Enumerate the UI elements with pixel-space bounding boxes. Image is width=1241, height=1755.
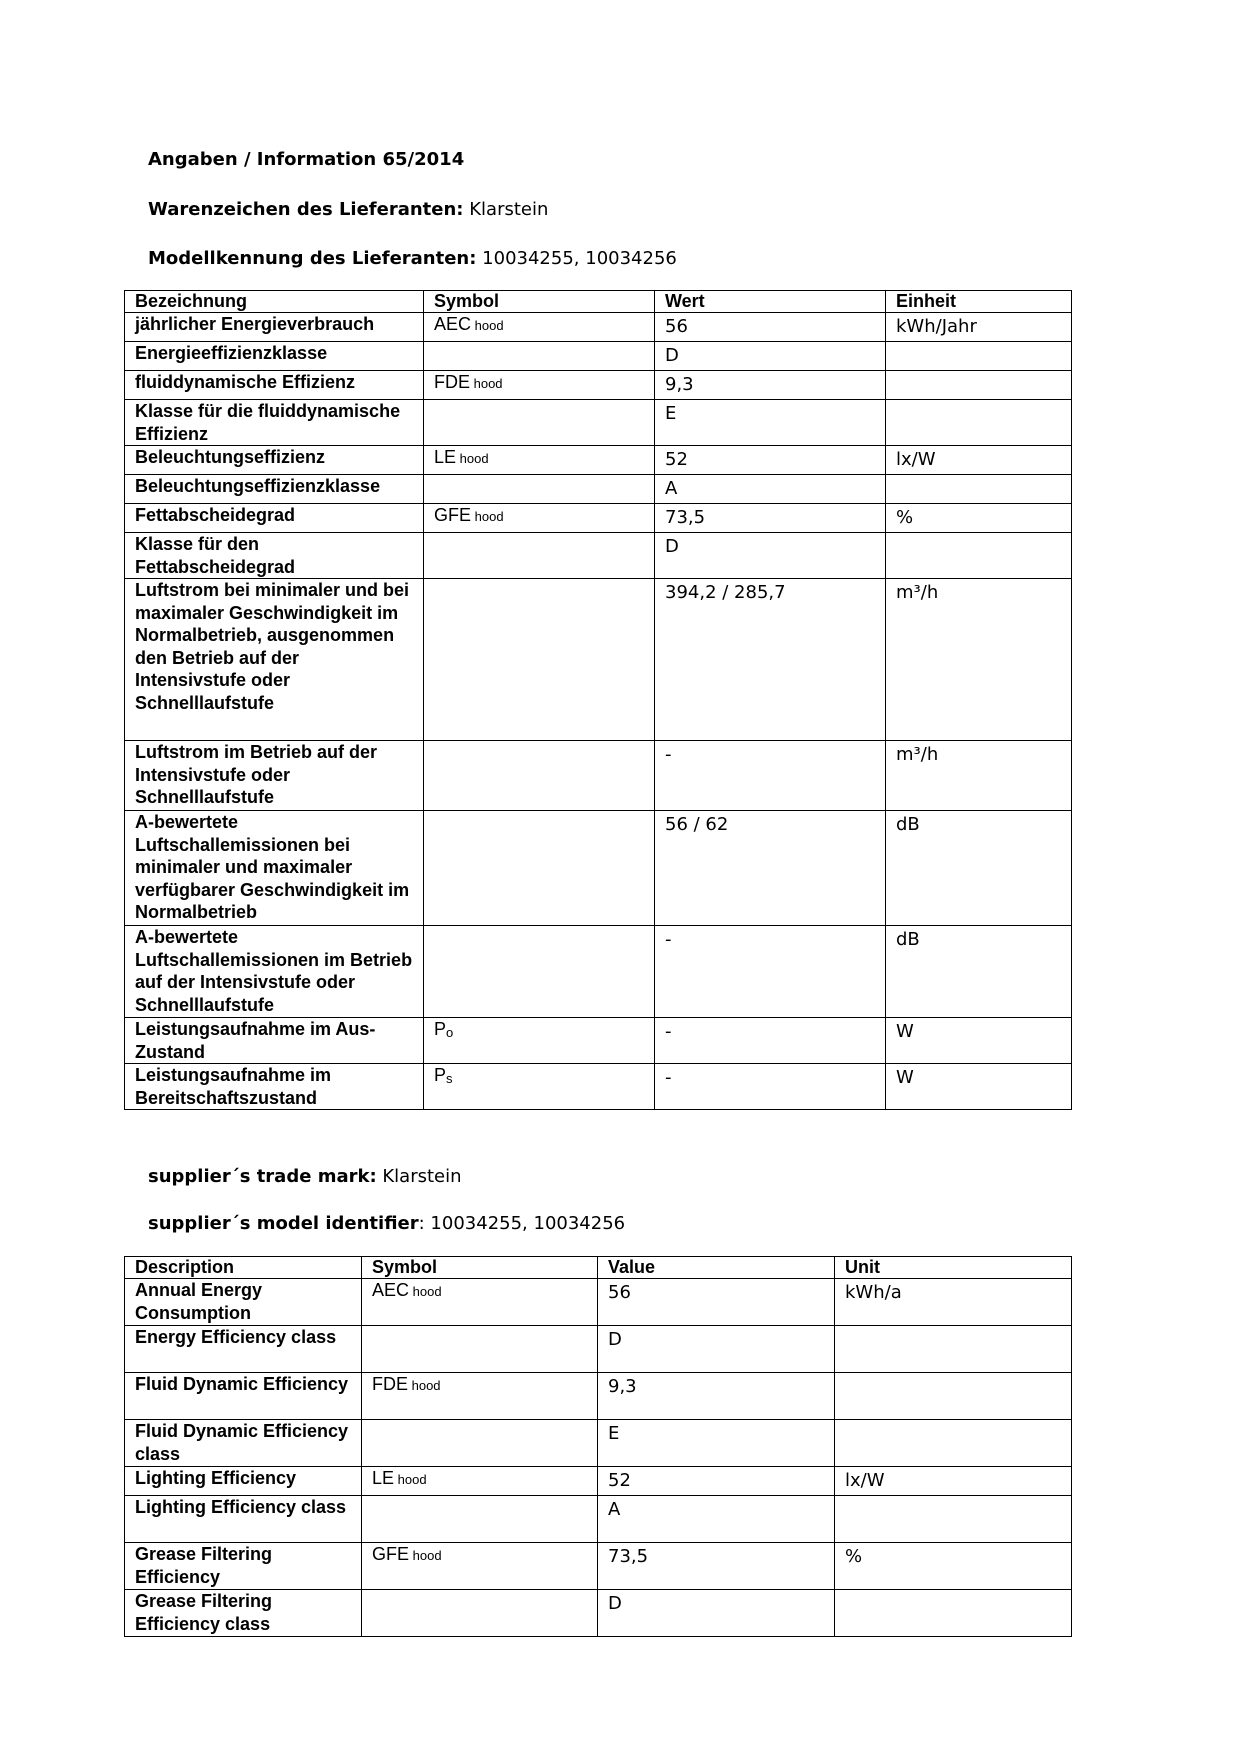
- symbol-cell: [362, 1279, 598, 1326]
- table-row: [125, 579, 1072, 741]
- table-row: [125, 811, 1072, 926]
- symbol-text: P: [434, 1065, 447, 1085]
- table-row: [125, 1467, 1072, 1496]
- unit-cell: [835, 1590, 1072, 1637]
- table-row: [125, 475, 1072, 504]
- column-header: Bezeichnung: [125, 291, 424, 313]
- column-header: Value: [598, 1257, 835, 1279]
- unit-cell: %: [886, 504, 1072, 533]
- value-cell: 9,3: [655, 371, 886, 400]
- unit-cell: [886, 371, 1072, 400]
- symbol-cell: [424, 342, 655, 371]
- value-cell: 73,5: [598, 1543, 835, 1590]
- symbol-cell: [424, 579, 655, 741]
- unit-cell: lx/W: [886, 446, 1072, 475]
- unit-cell: [835, 1373, 1072, 1420]
- unit-cell: kWh/Jahr: [886, 313, 1072, 342]
- unit-cell: lx/W: [835, 1467, 1072, 1496]
- description-cell: Klasse für den Fettabscheidegrad: [125, 533, 424, 579]
- description-cell: Energy Efficiency class: [125, 1326, 362, 1373]
- value-cell: 56: [655, 313, 886, 342]
- value-cell: -: [655, 741, 886, 811]
- symbol-text: LE: [372, 1468, 395, 1488]
- description-cell: Klasse für die fluiddynamische Effizienz: [125, 400, 424, 446]
- symbol-subscript: hood: [456, 451, 489, 466]
- symbol-subscript: hood: [409, 1284, 442, 1299]
- symbol-cell: [362, 1420, 598, 1467]
- symbol-cell: [362, 1496, 598, 1543]
- description-cell: Fettabscheidegrad: [125, 504, 424, 533]
- value-cell: 52: [598, 1467, 835, 1496]
- column-header: Description: [125, 1257, 362, 1279]
- document-heading: Angaben / Information 65/2014: [148, 149, 465, 170]
- symbol-cell: [362, 1326, 598, 1373]
- symbol-cell: [424, 533, 655, 579]
- description-cell: Energieeffizienzklasse: [125, 342, 424, 371]
- symbol-cell: [362, 1373, 598, 1420]
- value-cell: 73,5: [655, 504, 886, 533]
- table-row: [125, 1420, 1072, 1467]
- model-line-de: [148, 248, 677, 270]
- table-row: [125, 1496, 1072, 1543]
- description-cell: Luftstrom im Betrieb auf der Intensivstufe oder Schnelllaufstufe: [125, 741, 424, 811]
- unit-cell: dB: [886, 926, 1072, 1018]
- unit-cell: [886, 533, 1072, 579]
- datasheet-table-en: [124, 1256, 1072, 1637]
- unit-cell: m³/h: [886, 741, 1072, 811]
- trademark-label: Warenzeichen des Lieferanten:: [148, 199, 464, 220]
- symbol-subscript: o: [446, 1025, 454, 1040]
- symbol-text: LE: [434, 447, 457, 467]
- model-label: Modellkennung des Lieferanten:: [148, 248, 477, 269]
- description-cell: jährlicher Energieverbrauch: [125, 313, 424, 342]
- unit-cell: [886, 342, 1072, 371]
- value-cell: 394,2 / 285,7: [655, 579, 886, 741]
- symbol-cell: [362, 1590, 598, 1637]
- model-value: : 10034255, 10034256: [418, 1213, 626, 1234]
- description-cell: Lighting Efficiency class: [125, 1496, 362, 1543]
- value-cell: D: [655, 533, 886, 579]
- symbol-cell: [424, 313, 655, 342]
- symbol-cell: [424, 371, 655, 400]
- description-cell: Fluid Dynamic Efficiency: [125, 1373, 362, 1420]
- symbol-subscript: hood: [409, 1548, 442, 1563]
- value-cell: 56 / 62: [655, 811, 886, 926]
- unit-cell: m³/h: [886, 579, 1072, 741]
- table-row: [125, 1373, 1072, 1420]
- symbol-subscript: hood: [471, 509, 504, 524]
- table-row: [125, 371, 1072, 400]
- column-header: Wert: [655, 291, 886, 313]
- table-header-row: [125, 1257, 1072, 1279]
- unit-cell: kWh/a: [835, 1279, 1072, 1326]
- value-cell: -: [655, 1018, 886, 1064]
- unit-cell: [886, 475, 1072, 504]
- symbol-cell: [424, 926, 655, 1018]
- symbol-text: GFE: [372, 1544, 410, 1564]
- symbol-cell: [424, 741, 655, 811]
- table-row: [125, 1064, 1072, 1110]
- table-row: [125, 400, 1072, 446]
- value-cell: D: [598, 1326, 835, 1373]
- column-header: Symbol: [362, 1257, 598, 1279]
- description-cell: Beleuchtungseffizienz: [125, 446, 424, 475]
- description-cell: fluiddynamische Effizienz: [125, 371, 424, 400]
- table-row: [125, 533, 1072, 579]
- table-row: [125, 1326, 1072, 1373]
- symbol-cell: [362, 1467, 598, 1496]
- description-cell: A-bewertete Luftschallemissionen im Betrieb auf der Intensivstufe oder Schnelllaufstufe: [125, 926, 424, 1018]
- value-cell: A: [598, 1496, 835, 1543]
- value-cell: 56: [598, 1279, 835, 1326]
- symbol-cell: [424, 1018, 655, 1064]
- symbol-cell: [424, 446, 655, 475]
- table-header-row: [125, 291, 1072, 313]
- table-row: [125, 1590, 1072, 1637]
- table-row: [125, 1018, 1072, 1064]
- column-header: Einheit: [886, 291, 1072, 313]
- table-row: [125, 446, 1072, 475]
- model-value: 10034255, 10034256: [476, 248, 677, 269]
- symbol-text: FDE: [434, 372, 470, 392]
- symbol-text: AEC: [372, 1280, 410, 1300]
- symbol-subscript: hood: [471, 318, 504, 333]
- unit-cell: %: [835, 1543, 1072, 1590]
- description-cell: Leistungsaufnahme im Aus-Zustand: [125, 1018, 424, 1064]
- value-cell: D: [598, 1590, 835, 1637]
- value-cell: E: [598, 1420, 835, 1467]
- value-cell: A: [655, 475, 886, 504]
- symbol-subscript: hood: [394, 1472, 427, 1487]
- description-cell: A-bewertete Luftschallemissionen bei minimaler und maximaler verfügbarer Geschwindigkeit im Normalbetrieb: [125, 811, 424, 926]
- trademark-value: Klarstein: [376, 1166, 462, 1187]
- unit-cell: W: [886, 1018, 1072, 1064]
- symbol-text: FDE: [372, 1374, 408, 1394]
- symbol-subscript: hood: [470, 376, 503, 391]
- description-cell: Grease Filtering Efficiency: [125, 1543, 362, 1590]
- value-cell: 9,3: [598, 1373, 835, 1420]
- description-cell: Leistungsaufnahme im Bereitschaftszustand: [125, 1064, 424, 1110]
- unit-cell: [835, 1420, 1072, 1467]
- table-row: [125, 1279, 1072, 1326]
- table-row: [125, 926, 1072, 1018]
- unit-cell: W: [886, 1064, 1072, 1110]
- datasheet-table-de: [124, 290, 1072, 1110]
- unit-cell: [886, 400, 1072, 446]
- unit-cell: [835, 1496, 1072, 1543]
- column-header: Symbol: [424, 291, 655, 313]
- symbol-cell: [362, 1543, 598, 1590]
- symbol-subscript: s: [446, 1071, 453, 1086]
- trademark-value: Klarstein: [463, 199, 549, 220]
- unit-cell: [835, 1326, 1072, 1373]
- value-cell: -: [655, 1064, 886, 1110]
- description-cell: Luftstrom bei minimaler und bei maximaler Geschwindigkeit im Normalbetrieb, ausgenommen den Betrieb auf der Intensivstufe oder Schnelllaufstufe: [125, 579, 424, 741]
- value-cell: E: [655, 400, 886, 446]
- symbol-text: AEC: [434, 314, 472, 334]
- unit-cell: dB: [886, 811, 1072, 926]
- symbol-cell: [424, 504, 655, 533]
- symbol-cell: [424, 400, 655, 446]
- model-label: supplier´s model identifier: [148, 1213, 419, 1234]
- description-cell: Fluid Dynamic Efficiency class: [125, 1420, 362, 1467]
- model-line-en: [148, 1213, 625, 1235]
- symbol-cell: [424, 811, 655, 926]
- description-cell: Grease Filtering Efficiency class: [125, 1590, 362, 1637]
- table-row: [125, 313, 1072, 342]
- value-cell: -: [655, 926, 886, 1018]
- value-cell: D: [655, 342, 886, 371]
- table-row: [125, 1543, 1072, 1590]
- table-row: [125, 741, 1072, 811]
- symbol-text: GFE: [434, 505, 472, 525]
- symbol-text: P: [434, 1019, 447, 1039]
- description-cell: Beleuchtungseffizienzklasse: [125, 475, 424, 504]
- symbol-cell: [424, 475, 655, 504]
- trademark-line-de: [148, 199, 548, 221]
- trademark-label: supplier´s trade mark:: [148, 1166, 377, 1187]
- symbol-cell: [424, 1064, 655, 1110]
- description-cell: Annual Energy Consumption: [125, 1279, 362, 1326]
- description-cell: Lighting Efficiency: [125, 1467, 362, 1496]
- table-row: [125, 342, 1072, 371]
- symbol-subscript: hood: [408, 1378, 441, 1393]
- column-header: Unit: [835, 1257, 1072, 1279]
- value-cell: 52: [655, 446, 886, 475]
- trademark-line-en: [148, 1166, 462, 1188]
- table-row: [125, 504, 1072, 533]
